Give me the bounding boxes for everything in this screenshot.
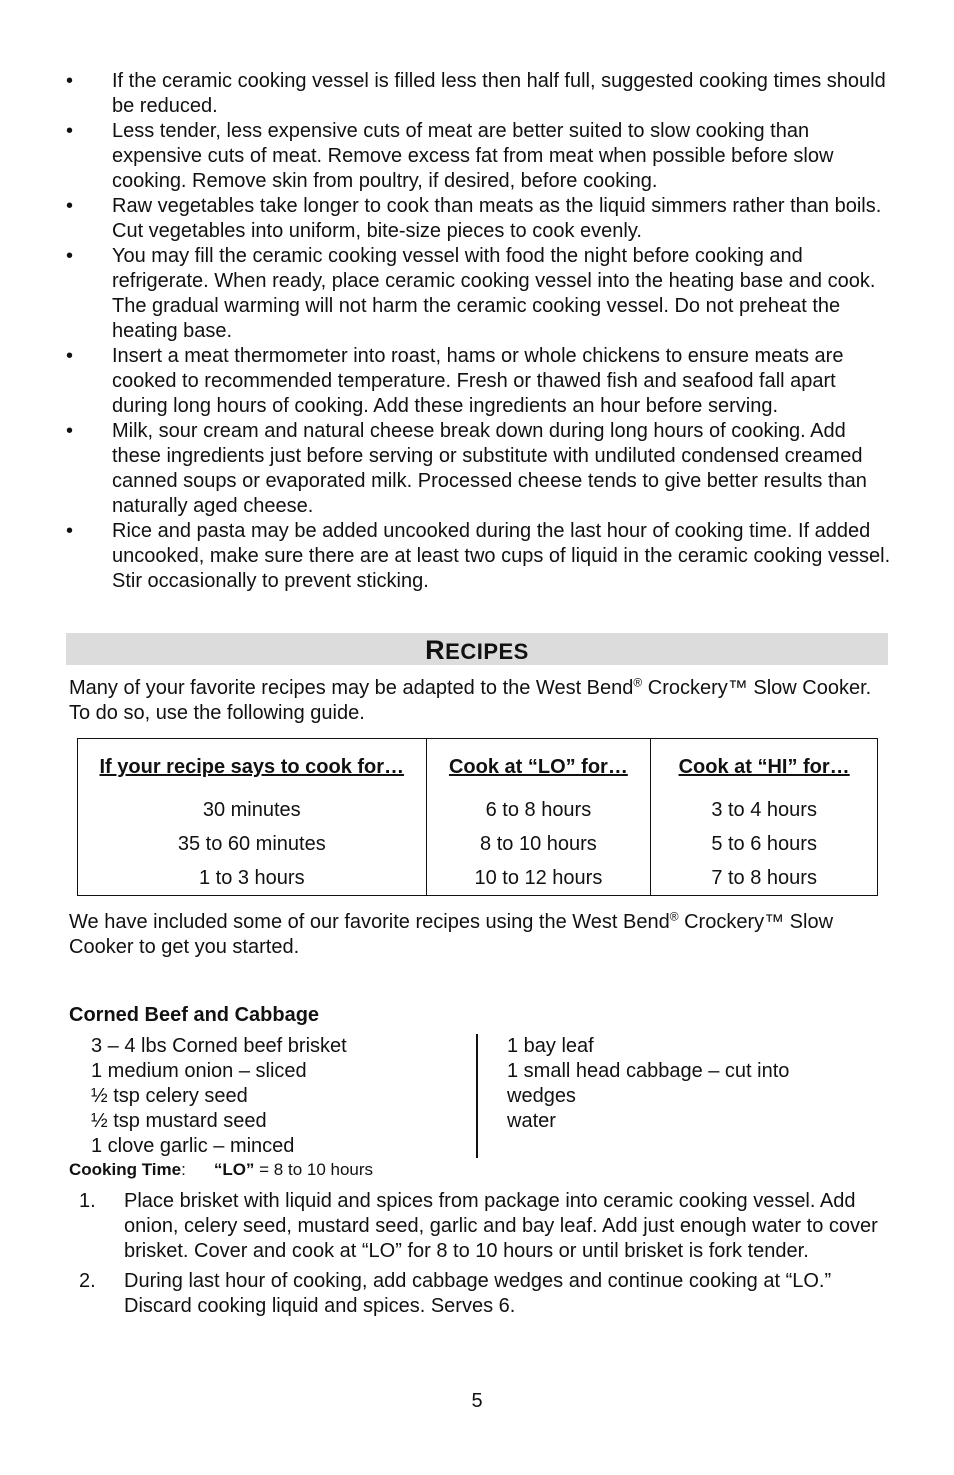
table-cell: 10 to 12 hours [426, 861, 651, 896]
table-cell: 1 to 3 hours [78, 861, 427, 896]
section-title-initial: R [425, 635, 446, 665]
tip-text: You may fill the ceramic cooking vessel with food the night before cooking and refrigerate. When ready, place ceramic cooking vessel into the heating base and cook. The gradual warming will not harm the ceramic cooking vessel. Do not preheat the heating base. [112, 245, 876, 342]
column-header-recipe-time: If your recipe says to cook for… [78, 739, 427, 794]
cooking-time-setting: “LO” [213, 1160, 255, 1179]
table-cell: 6 to 8 hours [426, 793, 651, 827]
ingredient-item: 1 clove garlic – minced [91, 1135, 295, 1157]
tip-text: Insert a meat thermometer into roast, hams or whole chickens to ensure meats are cooked to recommended temperature. Fresh or thawed fish and seafood fall apart during long hours of cooking. Add these ingredients an hour before serving. [112, 345, 844, 417]
table-row [78, 861, 878, 896]
cooking-time-label: Cooking Time [69, 1160, 182, 1179]
cooking-time-colon: : [181, 1160, 186, 1179]
ingredient-item: water [507, 1110, 556, 1132]
table-cell: 35 to 60 minutes [78, 827, 427, 861]
bullet-icon: • [66, 345, 74, 367]
page-number: 5 [471, 1390, 483, 1412]
cooking-time-value: = 8 to 10 hours [254, 1160, 374, 1179]
bullet-icon: • [66, 520, 74, 542]
step-item [79, 1269, 889, 1319]
tip-text: Milk, sour cream and natural cheese break down during long hours of cooking. Add these ingredients just before serving or substitute with undiluted condensed creamed canned soups or evaporated milk. Processed cheese tends to give better results than naturally aged cheese. [112, 420, 867, 517]
tip-item [66, 244, 896, 344]
table-cell: 30 minutes [78, 793, 427, 827]
table-cell: 8 to 10 hours [426, 827, 651, 861]
tip-text: Less tender, less expensive cuts of meat are better suited to slow cooking than expensive cuts of meat. Remove excess fat from meat when possible before slow cooking. Remove skin from poultry, if desired, before cooking. [112, 120, 834, 192]
included-text: We have included some of our favorite recipes using the West Bend [69, 911, 670, 933]
ingredient-item: 1 small head cabbage – cut into wedges [507, 1060, 790, 1107]
tip-item [66, 69, 896, 119]
recipes-section-header [66, 633, 888, 665]
intro-text-end: Crockery™ Slow Cooker. To do so, use the following guide. [69, 677, 872, 724]
section-title-rest: ECIPES [445, 639, 529, 664]
ingredient-item: 1 medium onion – sliced [91, 1060, 307, 1082]
bullet-icon: • [66, 420, 74, 442]
bullet-icon: • [66, 245, 74, 267]
ingredient-item: 3 – 4 lbs Corned beef brisket [91, 1035, 347, 1057]
step-number: 1. [79, 1190, 96, 1212]
tip-item [66, 119, 896, 194]
intro-text: Many of your favorite recipes may be adapted to the West Bend [69, 677, 634, 699]
recipe-title: Corned Beef and Cabbage [69, 1004, 320, 1026]
tip-item [66, 344, 896, 419]
tip-text: Raw vegetables take longer to cook than meats as the liquid simmers rather than boils. Cut vegetables into uniform, bite-size pieces to cook evenly. [112, 195, 882, 242]
table-header-row [78, 739, 878, 794]
column-header-hi: Cook at “HI” for… [651, 739, 878, 794]
recipe-steps [79, 1189, 889, 1324]
table-cell: 5 to 6 hours [651, 827, 878, 861]
table-cell: 7 to 8 hours [651, 861, 878, 896]
ingredient-item: 1 bay leaf [507, 1035, 594, 1057]
table-cell: 3 to 4 hours [651, 793, 878, 827]
ingredients-left-column [91, 1034, 471, 1159]
cooking-time-guide-table [77, 738, 878, 896]
included-recipes-paragraph [69, 910, 889, 960]
tips-list [66, 69, 896, 594]
included-text-end: Crockery™ Slow Cooker to get you started. [69, 911, 834, 958]
tip-text: Rice and pasta may be added uncooked during the last hour of cooking time. If added uncooked, make sure there are at least two cups of liquid in the ceramic cooking vessel. Stir occasionally to prevent sticking. [112, 520, 891, 592]
ingredient-item: ½ tsp celery seed [91, 1085, 248, 1107]
step-text: During last hour of cooking, add cabbage wedges and continue cooking at “LO.” Discard cooking liquid and spices. Serves 6. [124, 1270, 832, 1317]
table-row [78, 827, 878, 861]
tip-item [66, 519, 896, 594]
ingredients-right-column [507, 1034, 837, 1134]
column-header-lo: Cook at “LO” for… [426, 739, 651, 794]
ingredients-divider [476, 1034, 478, 1158]
intro-paragraph [69, 676, 889, 726]
ingredient-item: ½ tsp mustard seed [91, 1110, 267, 1132]
bullet-icon: • [66, 195, 74, 217]
registered-mark: ® [633, 675, 643, 690]
tip-item [66, 419, 896, 519]
step-item [79, 1189, 889, 1264]
cooking-time [69, 1159, 373, 1181]
table-row [78, 793, 878, 827]
registered-mark: ® [669, 909, 679, 924]
step-text: Place brisket with liquid and spices from package into ceramic cooking vessel. Add onion, celery seed, mustard seed, garlic and bay leaf. Add just enough water to cover brisket. Cover and cook at “LO” for 8 to 10 hours or until brisket is fork tender. [124, 1190, 878, 1262]
bullet-icon: • [66, 120, 74, 142]
step-number: 2. [79, 1270, 96, 1292]
tip-text: If the ceramic cooking vessel is filled less then half full, suggested cooking times should be reduced. [112, 70, 886, 117]
section-title [66, 633, 888, 669]
tip-item [66, 194, 896, 244]
bullet-icon: • [66, 70, 74, 92]
